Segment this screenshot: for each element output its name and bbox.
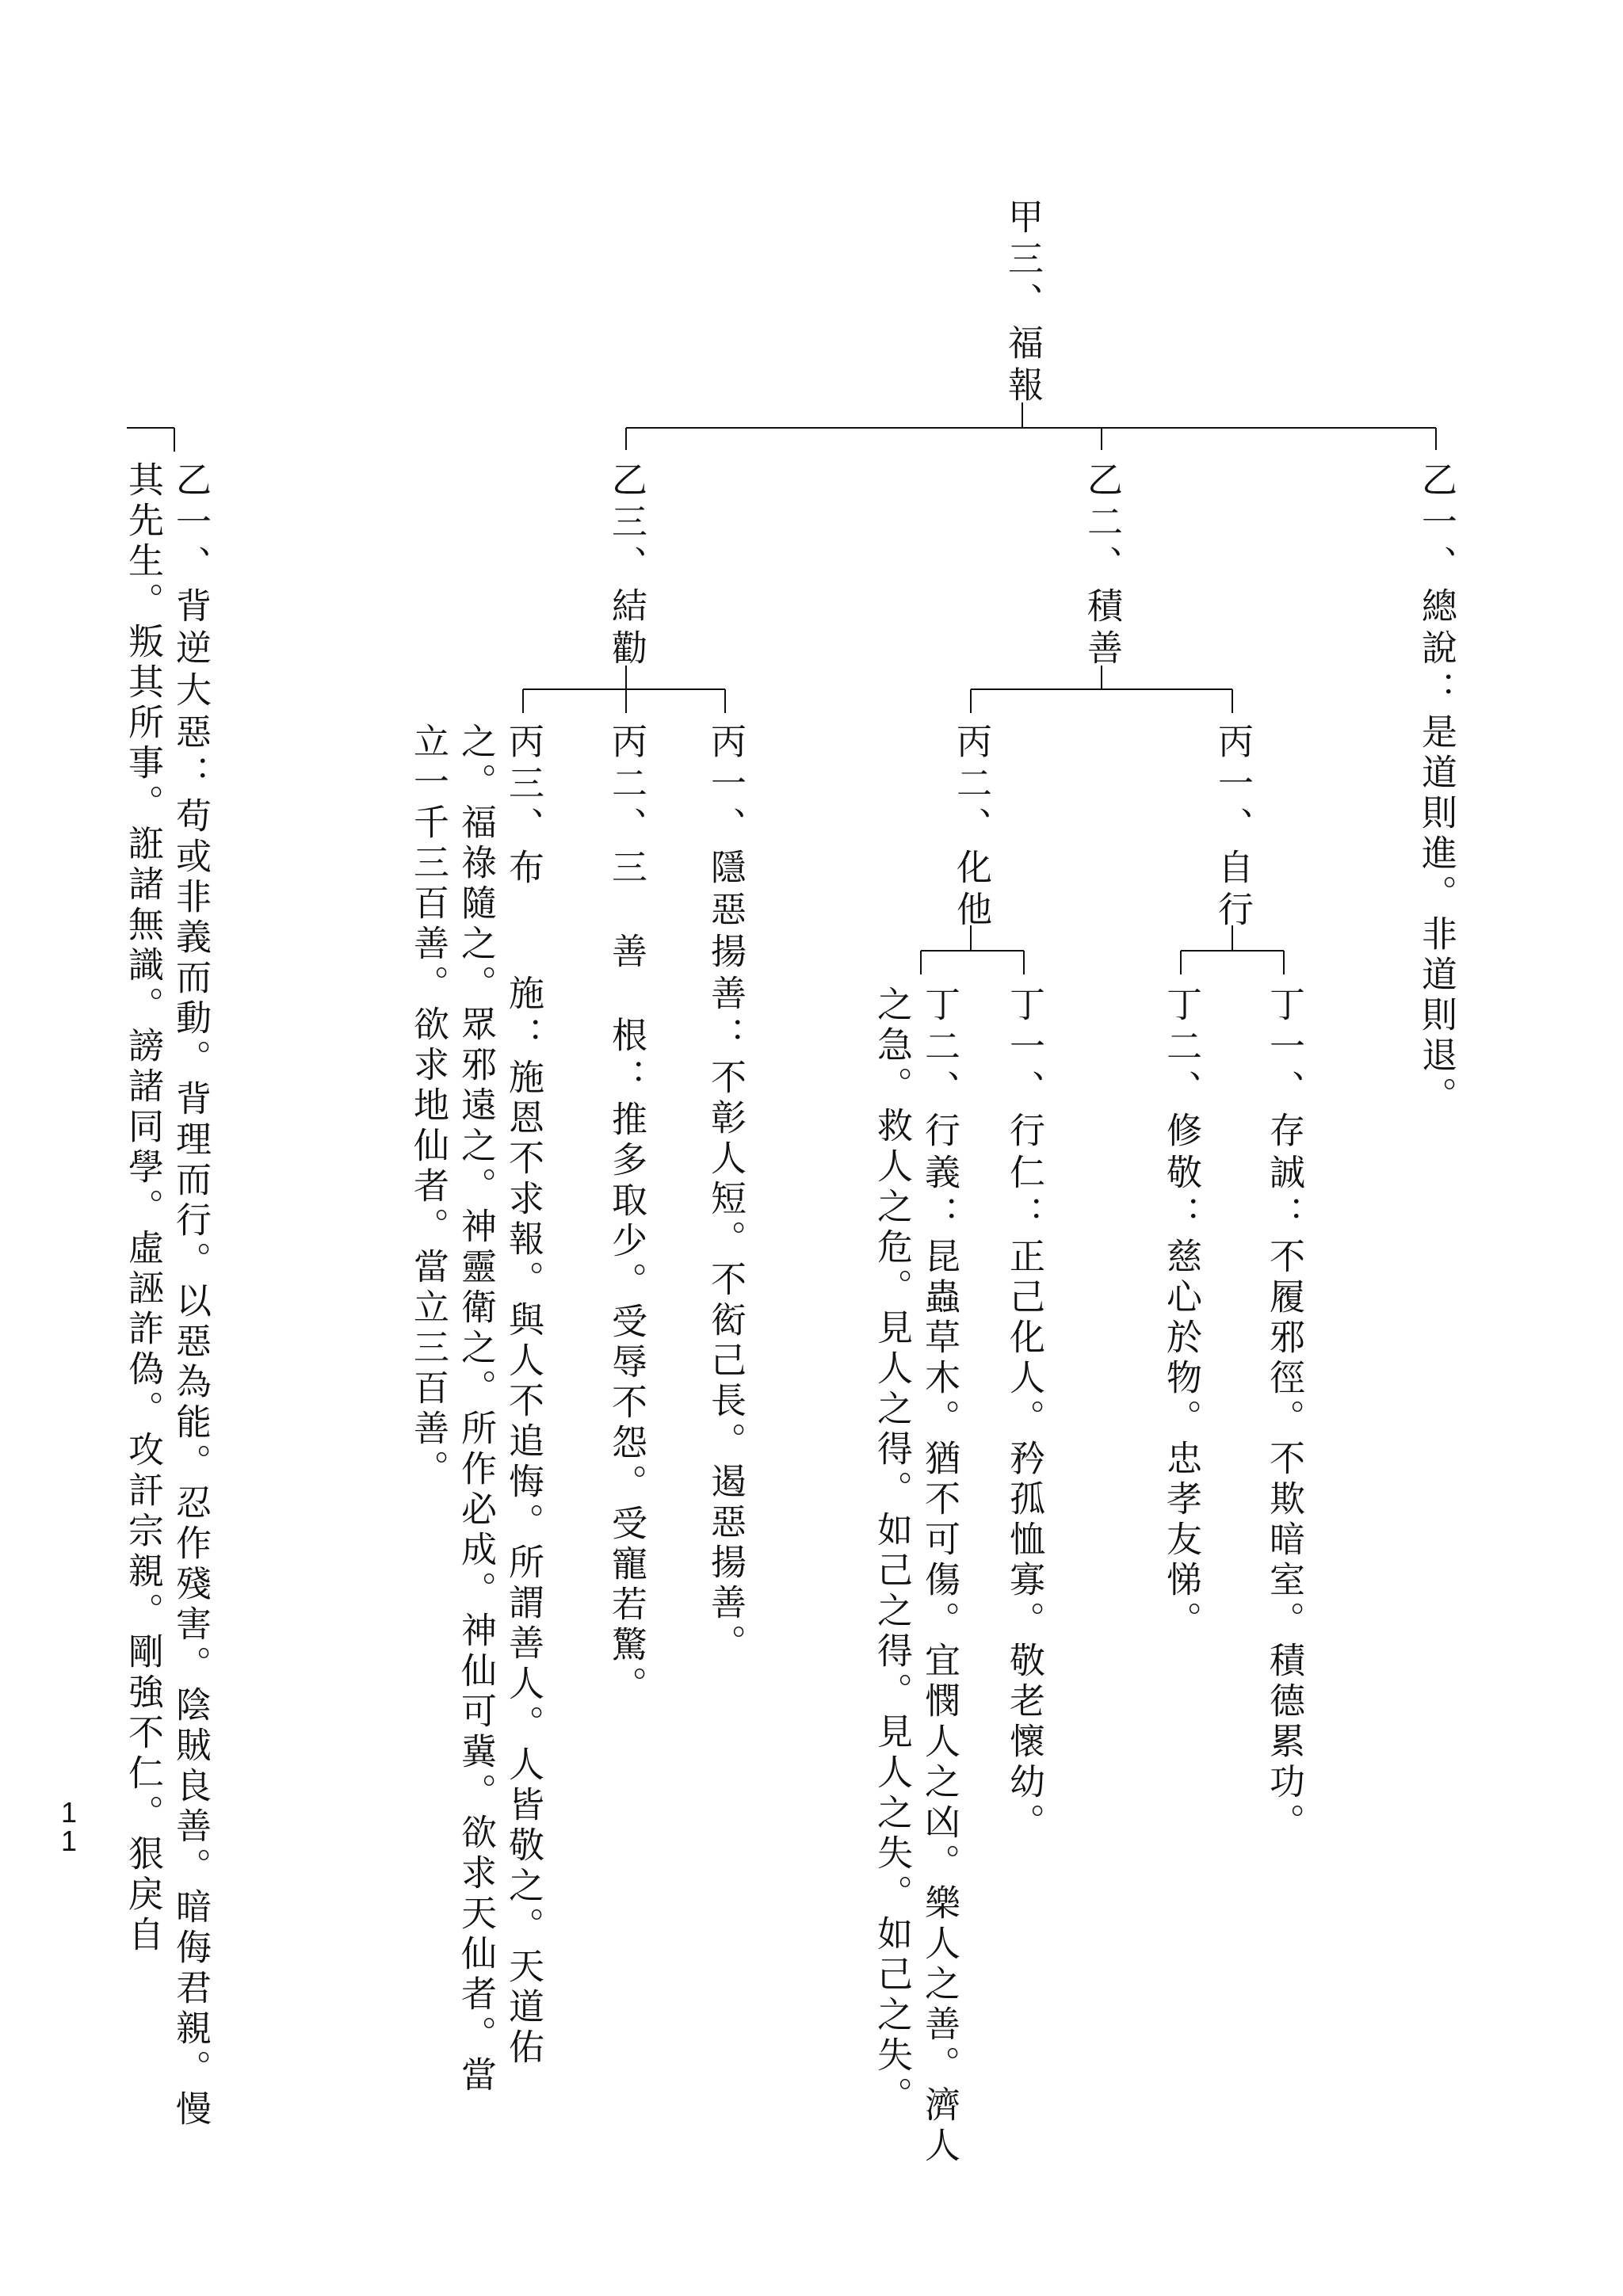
page-number-digit: 1 xyxy=(60,1796,78,1829)
yi2-bing1-heading: 丙一、自行 xyxy=(1212,723,1254,933)
yi3-bing2-text: 推多取少。受辱不怨。受寵若驚。 xyxy=(605,1100,647,1707)
yi2-bing1-ding2-heading: 丁二、修敬： xyxy=(1160,986,1202,1238)
yi2-bing2-ding2-text: 昆蟲草木。猶不可傷。宜憫人之凶。樂人之善。濟人之急。救人之危。見人之得。如己之得。見人之失。如己之失。 xyxy=(871,986,960,2167)
next-section-heading: 乙一、背逆大惡： xyxy=(170,461,212,797)
section-yi1 xyxy=(1412,461,1460,1117)
page-number xyxy=(57,1798,81,1855)
yi3-bing1-text: 不彰人短。不衒己長。遏惡揚善。 xyxy=(705,1058,747,1665)
yi2-bing2-ding2 xyxy=(820,986,963,2190)
yi2-bing1-ding2 xyxy=(1157,986,1205,1642)
root-heading: 甲三、福報 xyxy=(1002,198,1044,408)
yi2-bing2-ding2-heading: 丁二、行義： xyxy=(918,986,960,1238)
yi2-bing1-ding1 xyxy=(1260,986,1308,1844)
page-number-digit: 1 xyxy=(60,1825,78,1857)
yi3-bing3-text: 施恩不求報。與人不追悔。所謂善人。人皆敬之。天道佑之。福祿隨之。眾邪遠之。神靈衛之。所作必成。神仙可冀。欲求天仙者。當立一千三百善。欲求地仙者。當立三百善。 xyxy=(407,723,544,2096)
next-section-text: 苟或非義而動。背理而行。以惡為能。忍作殘害。陰賊良善。暗侮君親。慢其先生。叛其所事。誑諸無識。謗諸同學。虛誣詐偽。攻訐宗親。剛強不仁。狠戾自 xyxy=(122,461,212,2130)
next-section xyxy=(119,461,214,2164)
yi3-bing3 xyxy=(404,723,547,2133)
yi2-bing1-ding1-heading: 丁一、存誠： xyxy=(1263,986,1305,1238)
yi2-bing2-ding1-heading: 丁一、行仁： xyxy=(1003,986,1045,1238)
yi2-bing2-heading: 丙二、化他 xyxy=(950,723,992,933)
yi2-bing2-ding1 xyxy=(1000,986,1048,1844)
yi3-bing3-heading: 丙三、布 施： xyxy=(502,723,544,1058)
yi1-text: 是道則進。非道則退。 xyxy=(1415,713,1457,1117)
yi3-bing1-heading: 丙一、隱惡揚善： xyxy=(705,723,747,1058)
yi2-bing1-ding2-text: 慈心於物。忠孝友悌。 xyxy=(1160,1238,1202,1642)
yi1-heading: 乙一、總說： xyxy=(1415,461,1457,713)
yi3-bing1 xyxy=(701,723,749,1665)
yi3-bing2 xyxy=(602,723,650,1707)
yi3-bing2-heading: 丙二、三 善 根： xyxy=(605,723,647,1100)
yi3-heading: 乙三、結勸 xyxy=(605,461,647,671)
yi2-heading: 乙二、積善 xyxy=(1081,461,1123,671)
yi2-bing1-ding1-text: 不履邪徑。不欺暗室。積德累功。 xyxy=(1263,1238,1305,1844)
yi2-bing2-ding1-text: 正己化人。矜孤恤寡。敬老懷幼。 xyxy=(1003,1238,1045,1844)
